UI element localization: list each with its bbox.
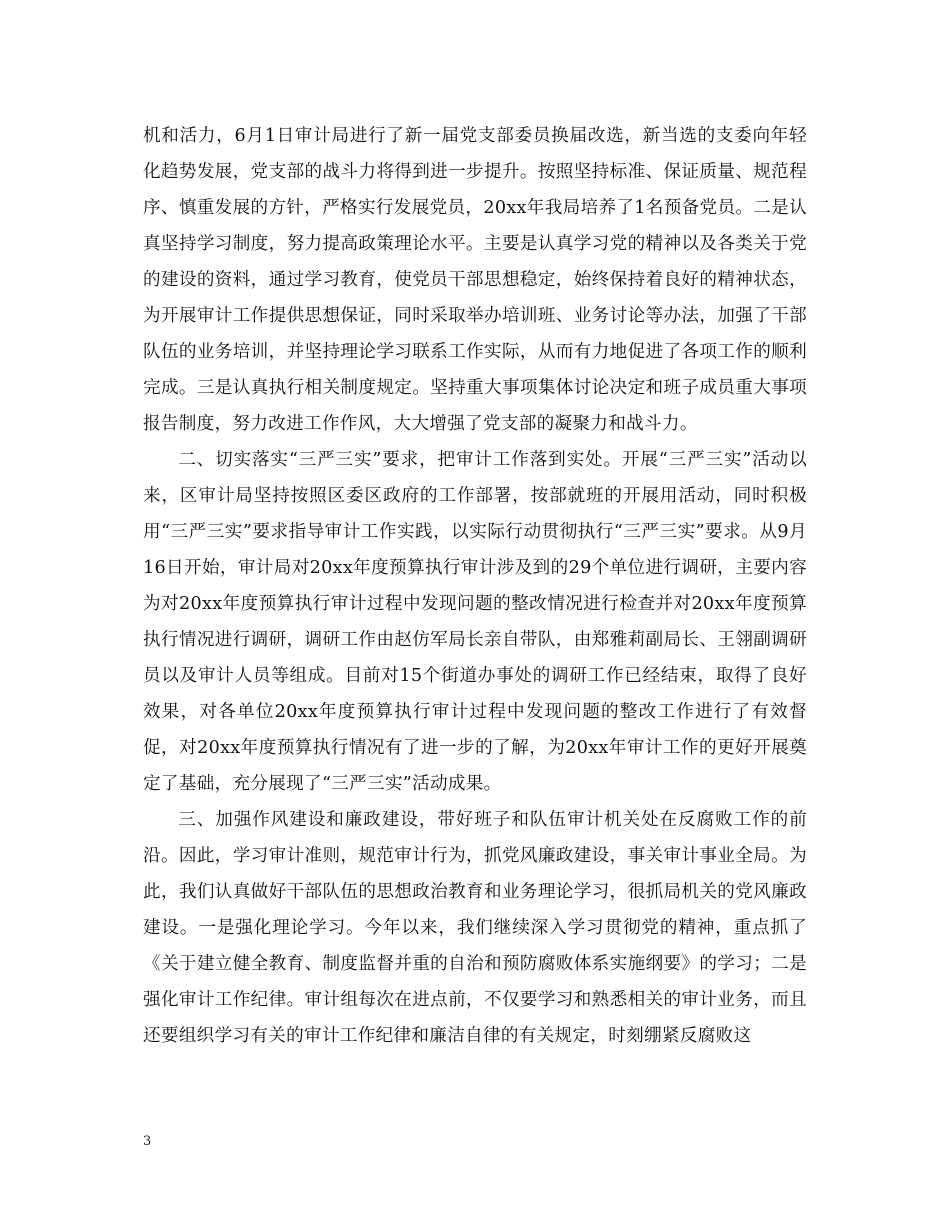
body-text bbox=[143, 118, 807, 1054]
paragraph-3: 三、加强作风建设和廉政建设，带好班子和队伍审计机关处在反腐败工作的前沿。因此，学习审计准则，规范审计行为，抓党风廉政建设，事关审计事业全局。为此，我们认真做好干部队伍的思想政治教育和业务理论学习，很抓局机关的党风廉政建设。一是强化理论学习。今年以来，我们继续深入学习贯彻党的精神，重点抓了《关于建立健全教育、制度监督并重的自治和预防腐败体系实施纲要》的学习；二是强化审计工作纪律。审计组每次在进点前，不仅要学习和熟悉相关的审计业务，而且还要组织学习有关的审计工作纪律和廉洁自律的有关规定，时刻绷紧反腐败这 bbox=[143, 810, 807, 1046]
page-number: 3 bbox=[143, 1134, 152, 1149]
paragraph-2: 二、切实落实“三严三实”要求，把审计工作落到实处。开展“三严三实”活动以来，区审计局坚持按照区委区政府的工作部署，按部就班的开展用活动，同时积极用“三严三实”要求指导审计工作实践，以实际行动贯彻执行“三严三实”要求。从9月16日开始，审计局对20xx年度预算执行审计涉及到的29个单位进行调研，主要内容为对20xx年度预算执行审计过程中发现问题的整改情况进行检查并对20xx年度预算执行情况进行调研，调研工作由赵仿军局长亲自带队，由郑雅莉副局长、王翎副调研员以及审计人员等组成。目前对15个街道办事处的调研工作已经结束，取得了良好效果，对各单位20xx年度预算执行审计过程中发现问题的整改工作进行了有效督促，对20xx年度预算执行情况有了进一步的了解，为20xx年审计工作的更好开展奠定了基础，充分展现了“三严三实”活动成果。 bbox=[143, 450, 807, 794]
paragraph-1: 机和活力，6月1日审计局进行了新一届党支部委员换届改选，新当选的支委向年轻化趋势发展，党支部的战斗力将得到进一步提升。按照坚持标准、保证质量、规范程序、慎重发展的方针，严格实行发展党员，20xx年我局培养了1名预备党员。二是认真坚持学习制度，努力提高政策理论水平。主要是认真学习党的精神以及各类关于党的建设的资料，通过学习教育，使党员干部思想稳定，始终保持着良好的精神状态，为开展审计工作提供思想保证，同时采取举办培训班、业务讨论等办法，加强了干部队伍的业务培训，并坚持理论学习联系工作实际，从而有力地促进了各项工作的顺利完成。三是认真执行相关制度规定。坚持重大事项集体讨论决定和班子成员重大事项报告制度，努力改进工作作风，大大增强了党支部的凝聚力和战斗力。 bbox=[143, 126, 807, 434]
